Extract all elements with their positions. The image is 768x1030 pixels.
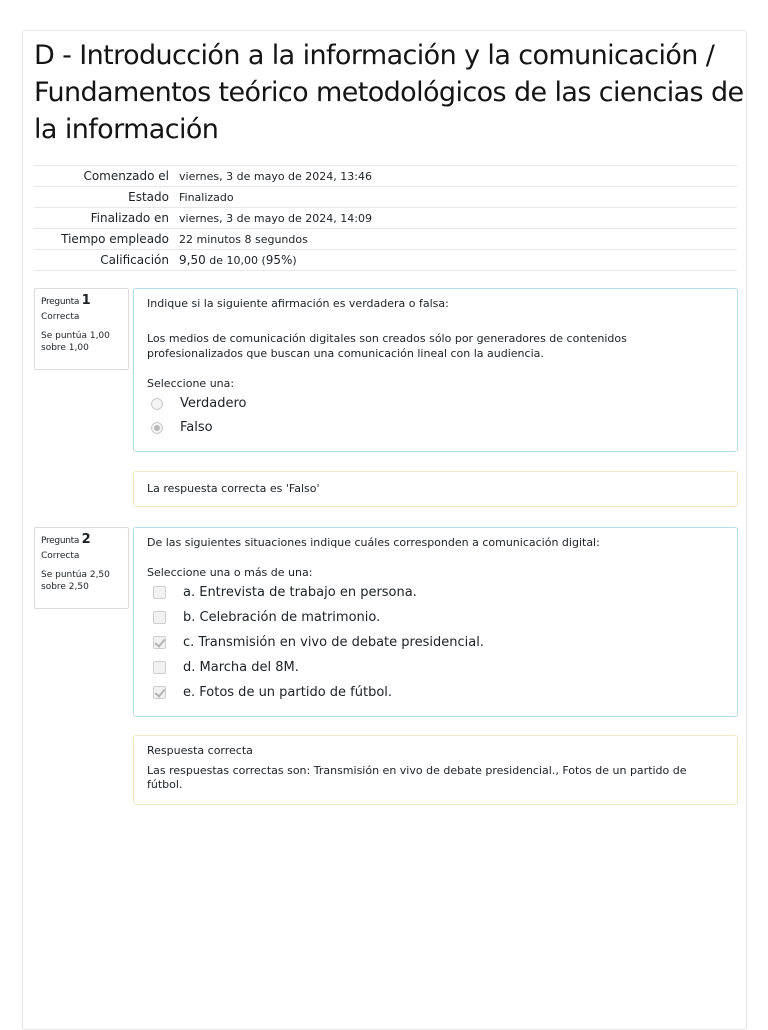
question-prompt: De las siguientes situaciones indique cuáles corresponden a comunicación digital: <box>147 536 600 549</box>
grade-percent: 95% <box>265 253 293 267</box>
question-prompt: Indique si la siguiente afirmación es verdadera o falsa: <box>147 297 449 310</box>
checkbox-checked[interactable] <box>153 686 166 699</box>
summary-row-time-taken <box>34 229 737 250</box>
correct-answers-text: Las respuestas correctas son: Transmisión en vivo de debate presidencial., Fotos de un partido de fútbol. <box>147 764 687 791</box>
option-label: c. Transmisión en vivo de debate presidencial. <box>183 635 484 650</box>
checkbox[interactable] <box>153 611 166 624</box>
question-prefix: Pregunta <box>41 297 80 307</box>
question-state: Correcta <box>41 312 80 322</box>
option-c[interactable] <box>153 635 484 650</box>
question-grade: Se puntúa 2,50 sobre 2,50 <box>41 570 110 592</box>
summary-value: viernes, 3 de mayo de 2024, 14:09 <box>179 211 372 225</box>
question-number <box>41 532 122 547</box>
option-a[interactable] <box>153 585 417 600</box>
option-verdadero[interactable] <box>151 396 246 411</box>
summary-value: viernes, 3 de mayo de 2024, 13:46 <box>179 169 372 183</box>
option-d[interactable] <box>153 660 299 675</box>
question-2-feedback <box>133 735 738 805</box>
summary-row-finished <box>34 208 737 229</box>
question-statement: Los medios de comunicación digitales son creados sólo por generadores de contenidos profesionalizados que buscan una comunicación lineal con la audiencia. <box>147 332 627 360</box>
checkbox[interactable] <box>153 586 166 599</box>
summary-label: Finalizado en <box>90 211 169 225</box>
summary-label: Calificación <box>100 253 169 267</box>
attempt-summary-table <box>34 165 737 271</box>
option-label: b. Celebración de matrimonio. <box>183 610 381 625</box>
option-label: e. Fotos de un partido de fútbol. <box>183 685 393 700</box>
summary-row-grade <box>34 250 737 271</box>
grade-close-paren: ) <box>292 254 297 267</box>
option-b[interactable] <box>153 610 380 625</box>
option-falso[interactable] <box>151 420 213 435</box>
summary-label: Estado <box>128 190 169 204</box>
question-1-info <box>34 288 129 370</box>
summary-value <box>174 253 297 267</box>
option-label: a. Entrevista de trabajo en persona. <box>183 585 417 600</box>
feedback-title: Respuesta correcta <box>147 744 253 757</box>
question-prefix: Pregunta <box>41 536 80 546</box>
summary-row-started <box>34 166 737 187</box>
option-label: Verdadero <box>180 396 247 411</box>
question-number-value: 2 <box>81 532 91 547</box>
summary-label: Comenzado el <box>83 169 169 183</box>
summary-row-state <box>34 187 737 208</box>
question-2-info <box>34 527 129 609</box>
question-state: Correcta <box>41 551 80 561</box>
select-one-label: Seleccione una: <box>147 377 235 390</box>
checkbox[interactable] <box>153 661 166 674</box>
question-1-content <box>133 288 738 452</box>
summary-value: 22 minutos 8 segundos <box>179 232 308 246</box>
radio-button[interactable] <box>151 398 163 410</box>
question-grade: Se puntúa 1,00 sobre 1,00 <box>41 331 110 353</box>
summary-value: Finalizado <box>179 190 234 204</box>
correct-answer-text: La respuesta correcta es 'Falso' <box>147 482 320 495</box>
question-2-content <box>133 527 738 717</box>
question-number <box>41 293 122 308</box>
question-number-value: 1 <box>81 293 91 308</box>
option-label: Falso <box>180 420 213 435</box>
grade-score: 9,50 <box>179 253 206 267</box>
select-many-label: Seleccione una o más de una: <box>147 566 313 579</box>
radio-button-selected[interactable] <box>151 422 163 434</box>
option-e[interactable] <box>153 685 392 700</box>
quiz-review-page <box>22 30 747 1030</box>
checkbox-checked[interactable] <box>153 636 166 649</box>
page-title: D - Introducción a la información y la comunicación / Fundamentos teórico metodológicos de las ciencias de la información <box>34 40 744 145</box>
option-label: d. Marcha del 8M. <box>183 660 299 675</box>
summary-label: Tiempo empleado <box>61 232 169 246</box>
question-1-feedback <box>133 471 738 507</box>
grade-out-of: de 10,00 ( <box>205 254 266 267</box>
